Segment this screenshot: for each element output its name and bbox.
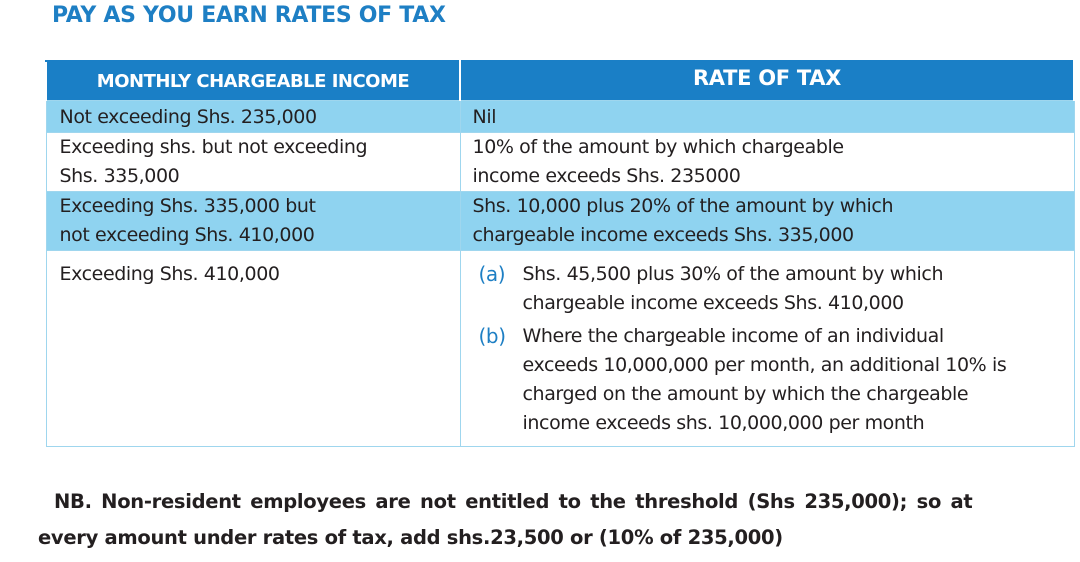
tax-rates-table xyxy=(45,60,1075,447)
income-line: Shs. 335,000 xyxy=(59,165,180,187)
rate-cell xyxy=(460,133,1074,192)
subitem-marker: (b) xyxy=(478,324,506,348)
note-line: NB. Non-resident employees are not entitled to the threshold (Shs 235,000); so at xyxy=(54,490,973,513)
rate-cell: Nil xyxy=(460,101,1074,133)
rate-line: income exceeds shs. 10,000,000 per month xyxy=(522,412,925,434)
rate-cell xyxy=(460,251,1074,447)
rate-subitem-a xyxy=(473,260,1074,318)
header-monthly-chargeable-income: MONTHLY CHARGEABLE INCOME xyxy=(46,61,460,101)
header-rate-of-tax: RATE OF TAX xyxy=(460,61,1074,101)
rate-subitem-b xyxy=(473,322,1074,438)
subitem-marker: (a) xyxy=(478,262,506,286)
rate-line: charged on the amount by which the chargeable xyxy=(522,383,969,405)
rate-cell xyxy=(460,192,1074,251)
rate-line: income exceeds Shs. 235000 xyxy=(472,165,741,187)
income-cell: Exceeding Shs. 410,000 xyxy=(46,251,460,447)
note-line: every amount under rates of tax, add shs.23,500 or (10% of 235,000) xyxy=(38,526,783,549)
income-line: not exceeding Shs. 410,000 xyxy=(59,224,315,246)
rate-line: Shs. 10,000 plus 20% of the amount by which xyxy=(472,195,894,217)
income-cell xyxy=(46,192,460,251)
rate-line: exceeds 10,000,000 per month, an additional 10% is xyxy=(522,354,1007,376)
rate-line: Where the chargeable income of an individual xyxy=(522,325,944,347)
rate-line: chargeable income exceeds Shs. 335,000 xyxy=(472,224,854,246)
table-header-row xyxy=(46,61,1074,101)
income-line: Exceeding Shs. 335,000 but xyxy=(59,195,316,217)
table-row xyxy=(46,101,1074,133)
rate-line: chargeable income exceeds Shs. 410,000 xyxy=(522,292,904,314)
non-resident-note xyxy=(38,484,1068,556)
subitem-text xyxy=(523,322,1074,438)
page-title: PAY AS YOU EARN RATES OF TAX xyxy=(52,3,446,28)
subitem-text xyxy=(523,260,1074,318)
table-row xyxy=(46,133,1074,192)
income-cell xyxy=(46,133,460,192)
income-line: Exceeding shs. but not exceeding xyxy=(59,136,368,158)
table-row xyxy=(46,192,1074,251)
rate-line: 10% of the amount by which chargeable xyxy=(472,136,844,158)
table-row xyxy=(46,251,1074,447)
income-cell: Not exceeding Shs. 235,000 xyxy=(46,101,460,133)
rate-line: Shs. 45,500 plus 30% of the amount by which xyxy=(522,263,944,285)
